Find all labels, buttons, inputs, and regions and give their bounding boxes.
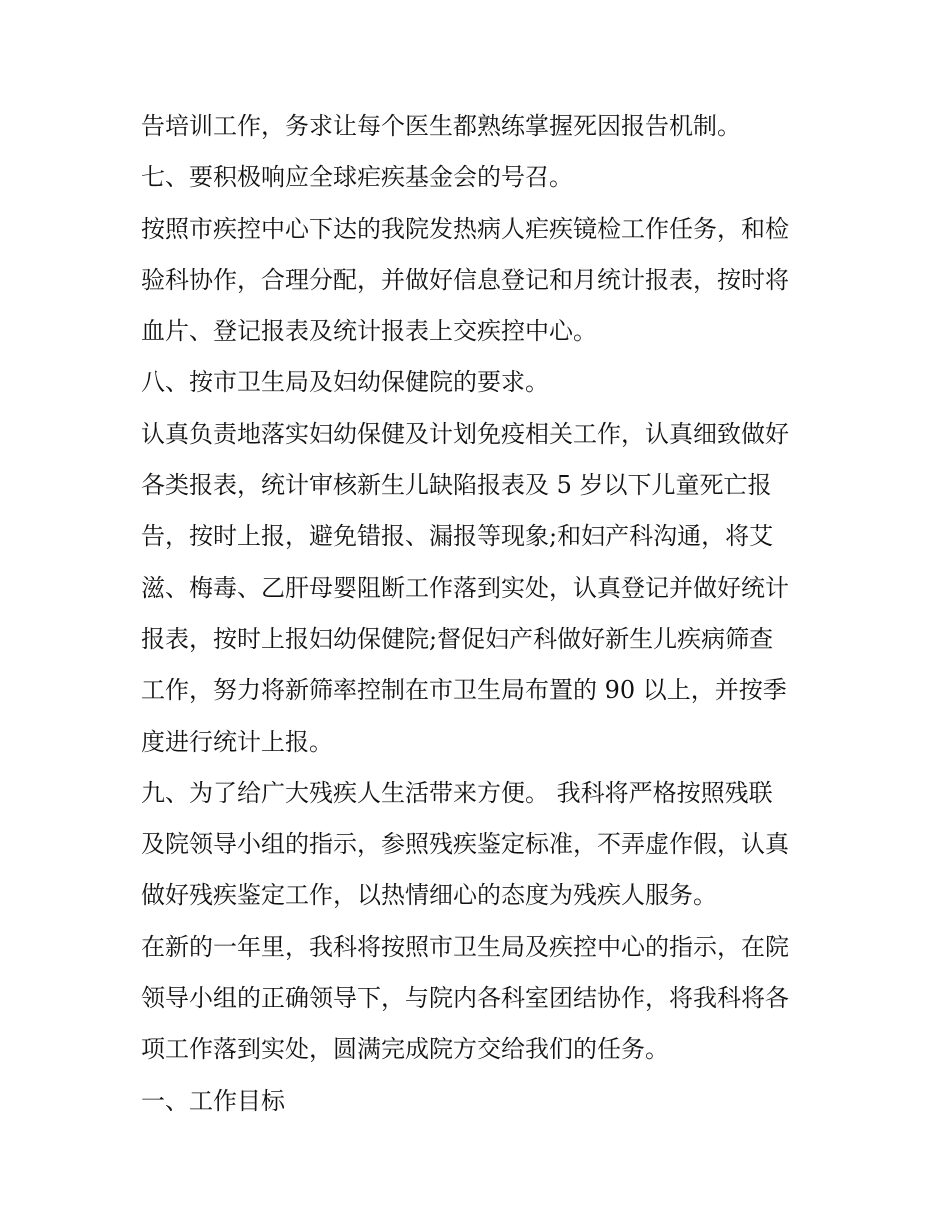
text-line: 滋、梅毒、乙肝母婴阻断工作落到实处，认真登记并做好统计 [141,573,789,602]
text-line: 各类报表，统计审核新生儿缺陷报表及 5 岁以下儿童死亡报 [141,471,772,500]
section-heading: 九、为了给广大残疾人生活带来方便。 我科将严格按照残联 [141,778,773,807]
text-line: 及院领导小组的指示，参照残疾鉴定标准，不弄虚作假，认真 [141,830,789,859]
text-line: 验科协作，合理分配，并做好信息登记和月统计报表，按时将 [141,265,789,294]
text-line: 领导小组的正确领导下，与院内各科室团结协作，将我科将各 [141,984,789,1013]
text-line: 报表，按时上报妇幼保健院;督促妇产科做好新生儿疾病筛查 [141,624,774,653]
text-line: 告培训工作，务求让每个医生都熟练掌握死因报告机制。 [141,112,741,140]
text-line: 告，按时上报，避免错报、漏报等现象;和妇产科沟通，将艾 [141,522,774,551]
text-line: 在新的一年里，我科将按照市卫生局及疾控中心的指示，在院 [141,932,789,961]
text-line: 做好残疾鉴定工作，以热情细心的态度为残疾人服务。 [141,881,717,910]
document-body [141,101,821,1127]
text-line: 度进行统计上报。 [141,727,333,756]
section-heading: 七、要积极响应全球疟疾基金会的号召。 [141,163,573,192]
text-line: 项工作落到实处，圆满完成院方交给我们的任务。 [141,1035,669,1064]
text-line: 按照市疾控中心下达的我院发热病人疟疾镜检工作任务，和检 [141,214,789,243]
section-heading: 一、工作目标 [141,1086,285,1115]
text-line: 血片、登记报表及统计报表上交疾控中心。 [141,317,597,346]
text-line: 工作，努力将新筛率控制在市卫生局布置的 90 以上，并按季 [141,676,787,705]
section-heading: 八、按市卫生局及妇幼保健院的要求。 [141,368,549,397]
text-line: 认真负责地落实妇幼保健及计划免疫相关工作，认真细致做好 [141,419,789,448]
